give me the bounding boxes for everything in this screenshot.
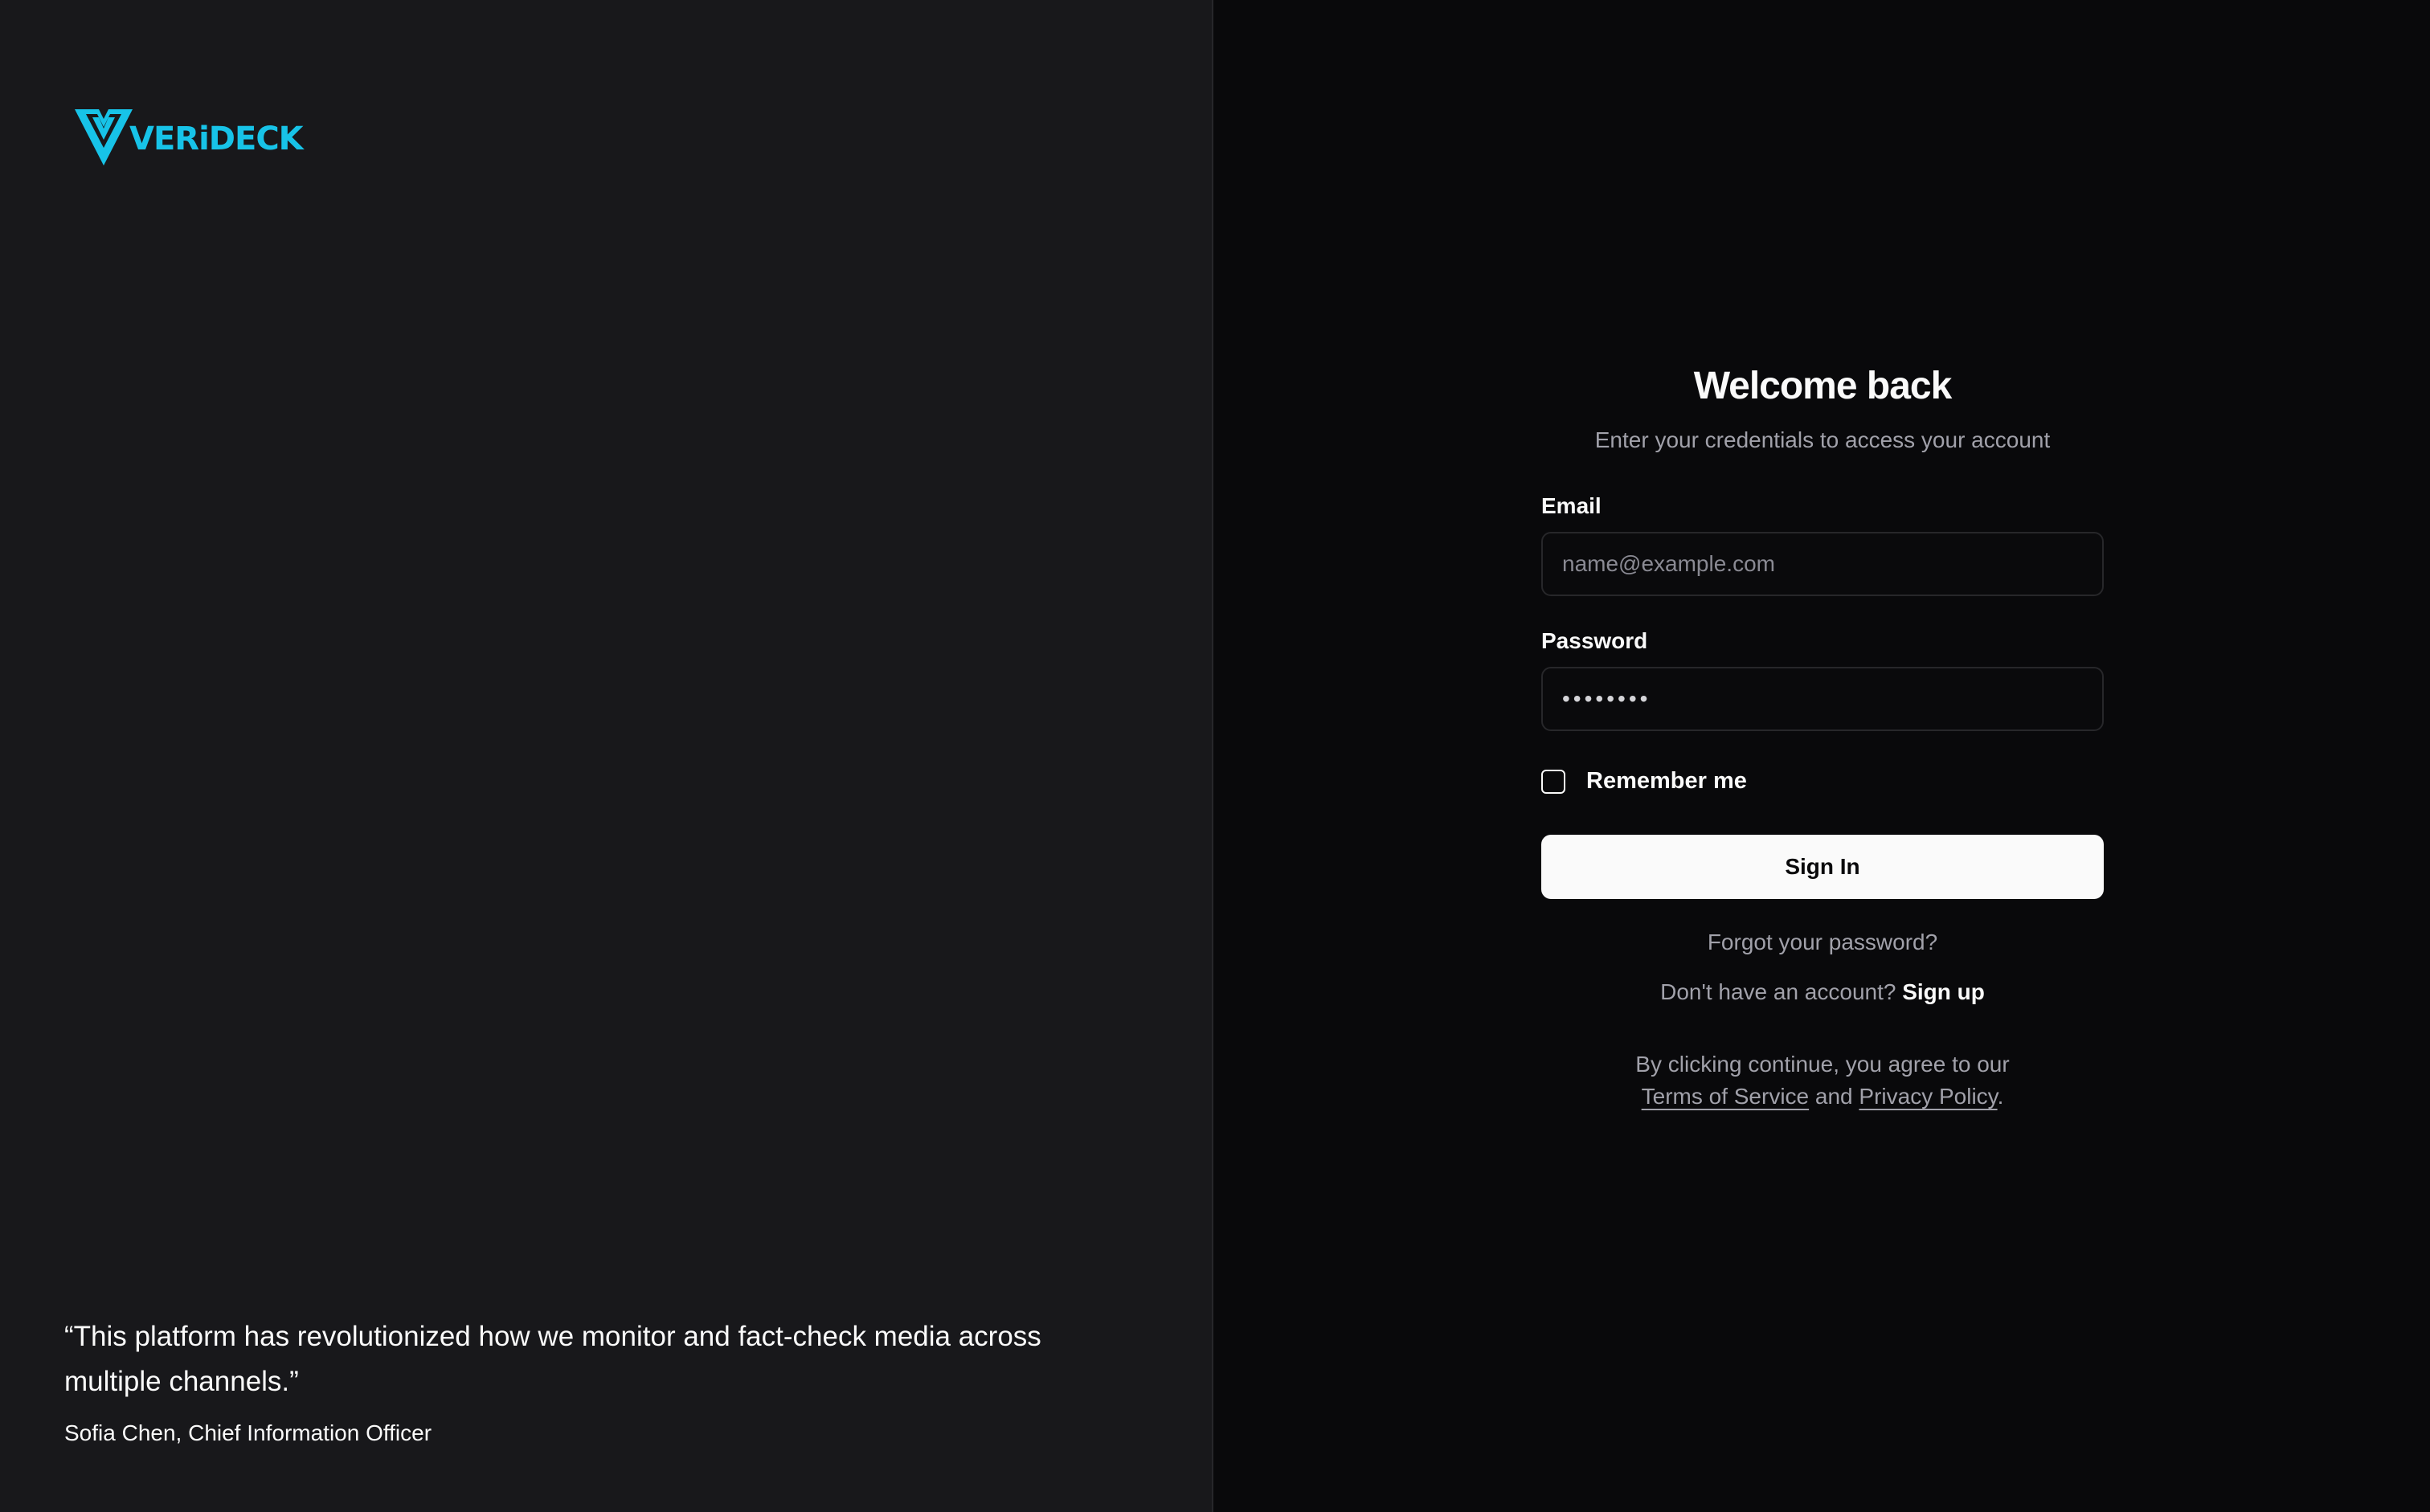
testimonial-quote: “This platform has revolutionized how we monitor and fact-check media across multiple channels.”: [64, 1321, 1041, 1397]
forgot-password-link[interactable]: Forgot your password?: [1707, 930, 1938, 954]
brand-name: VERiDECK: [129, 121, 303, 157]
page-title: Welcome back: [1693, 365, 1952, 407]
login-panel: [1213, 0, 2430, 1512]
remember-me-checkbox[interactable]: [1541, 770, 1565, 794]
sign-in-button[interactable]: Sign In: [1541, 835, 2104, 899]
legal-notice: [1541, 1048, 2104, 1113]
password-label: Password: [1541, 628, 1648, 653]
v-chevron-logo-icon: [75, 109, 133, 166]
legal-conjunction: and: [1814, 1084, 1859, 1109]
signup-prompt: Don't have an account?: [1660, 979, 1903, 1004]
email-field[interactable]: [1541, 532, 2104, 596]
privacy-policy-link[interactable]: Privacy Policy: [1859, 1084, 1998, 1109]
remember-me-row: [1541, 768, 2104, 795]
terms-of-service-link[interactable]: Terms of Service: [1641, 1084, 1810, 1109]
legal-suffix: .: [1997, 1084, 2004, 1109]
signup-row: [1541, 976, 2104, 1008]
legal-prefix: By clicking continue, you agree to our: [1635, 1052, 2010, 1077]
remember-me-label[interactable]: Remember me: [1586, 768, 1747, 794]
password-field[interactable]: [1541, 667, 2104, 731]
testimonial-author: Sofia Chen, Chief Information Officer: [64, 1420, 432, 1445]
sign-up-link[interactable]: Sign up: [1902, 979, 1985, 1004]
brand-panel: [0, 0, 1213, 1512]
login-form: [1541, 362, 2104, 1113]
brand-logo[interactable]: [75, 109, 303, 166]
email-label: Email: [1541, 493, 1602, 518]
testimonial: [64, 1314, 1133, 1449]
page-subtitle: Enter your credentials to access your account: [1594, 427, 2051, 452]
